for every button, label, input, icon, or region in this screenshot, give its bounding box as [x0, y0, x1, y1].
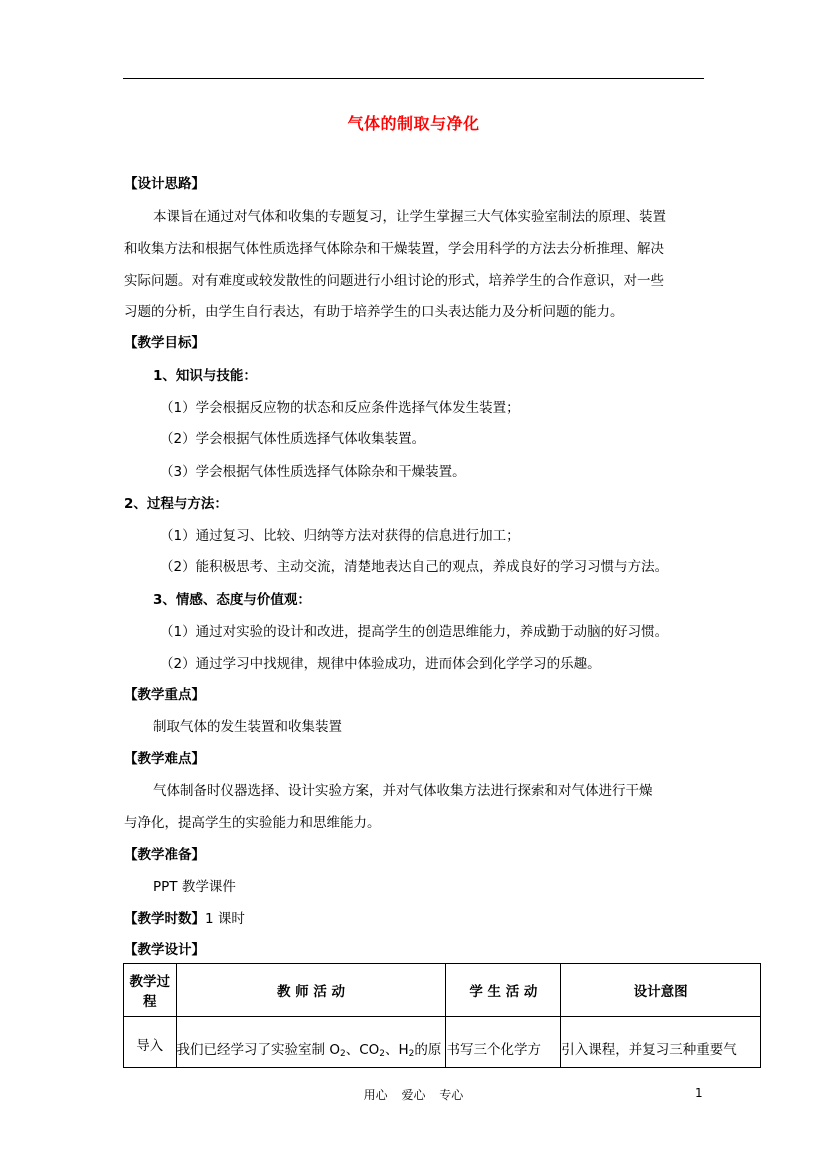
- cell-stage: 导入: [124, 1017, 177, 1068]
- goals-knowledge-heading: 1、知识与技能：: [153, 368, 257, 384]
- key-points-text: 制取气体的发生装置和收集装置: [153, 719, 342, 735]
- document-title: 气体的制取与净化: [347, 114, 480, 133]
- section-heading-duration: 【教学时数】: [124, 911, 205, 927]
- h2-subscript: 2: [408, 1048, 415, 1059]
- goals-knowledge-item-2: （2）学会根据气体性质选择气体收集装置。: [160, 431, 426, 447]
- goals-knowledge-item-3: （3）学会根据气体性质选择气体除杂和干燥装置。: [160, 464, 466, 480]
- header-teacher-activity: 教 师 活 动: [176, 964, 446, 1017]
- table-row: [124, 1017, 761, 1068]
- design-idea-line-3: 实际问题。对有难度或较发散性的问题进行小组讨论的形式，培养学生的合作意识，对一些: [124, 273, 664, 289]
- section-heading-difficulties: 【教学难点】: [124, 751, 205, 767]
- duration-line: [124, 909, 245, 929]
- o2-subscript: 2: [339, 1048, 346, 1059]
- footer-motto: 用心 爱心 专心: [363, 1088, 464, 1102]
- section-heading-key-points: 【教学重点】: [124, 687, 205, 703]
- goals-process-heading: 2、过程与方法：: [124, 496, 228, 512]
- difficulties-line-1: 气体制备时仪器选择、设计实验方案，并对气体收集方法进行探索和对气体进行干燥: [153, 783, 653, 799]
- cell-teacher-activity: [176, 1017, 446, 1068]
- cell-design-intent: 引入课程，并复习三种重要气: [561, 1017, 761, 1068]
- goals-emotion-heading: 3、情感、态度与价值观：: [153, 592, 311, 608]
- section-heading-design-idea: 【设计思路】: [124, 176, 205, 192]
- design-idea-line-1: 本课旨在通过对气体和收集的专题复习，让学生掌握三大气体实验室制法的原理、装置: [153, 209, 666, 225]
- header-design-intent: 设计意图: [561, 964, 761, 1017]
- header-student-activity: 学 生 活 动: [446, 964, 561, 1017]
- header-rule: [123, 78, 704, 79]
- header-stage: 教学过程: [124, 964, 177, 1017]
- goals-emotion-item-2: （2）通过学习中找规律，规律中体验成功，进而体会到化学学习的乐趣。: [160, 656, 601, 672]
- page-number: 1: [695, 1086, 703, 1100]
- table-header-row: [124, 964, 761, 1017]
- duration-text: 1 课时: [205, 911, 245, 927]
- teacher-text-sep2: 、H: [385, 1041, 409, 1058]
- design-idea-line-2: 和收集方法和根据气体性质选择气体除杂和干燥装置，学会用科学的方法去分析推理、解决: [124, 241, 664, 257]
- cell-student-activity: 书写三个化学方: [446, 1017, 561, 1068]
- teacher-text-suffix: 的原: [414, 1041, 442, 1058]
- teaching-design-table: [123, 963, 761, 1068]
- preparation-text: PPT 教学课件: [153, 879, 236, 895]
- teacher-text-prefix: 我们已经学习了实验室制 O: [176, 1041, 340, 1058]
- section-heading-design: 【教学设计】: [124, 942, 205, 958]
- teacher-text-sep1: 、CO: [345, 1041, 380, 1058]
- difficulties-line-2: 与净化，提高学生的实验能力和思维能力。: [124, 815, 381, 831]
- goals-emotion-item-1: （1）通过对实验的设计和改进，提高学生的创造思维能力，养成勤于动脑的好习惯。: [160, 624, 669, 640]
- goals-process-item-2: （2）能积极思考、主动交流，清楚地表达自己的观点，养成良好的学习习惯与方法。: [160, 559, 669, 575]
- design-idea-line-4: 习题的分析，由学生自行表达，有助于培养学生的口头表达能力及分析问题的能力。: [124, 304, 624, 320]
- co2-subscript: 2: [379, 1048, 385, 1059]
- goals-knowledge-item-1: （1）学会根据反应物的状态和反应条件选择气体发生装置；: [160, 400, 520, 416]
- section-heading-goals: 【教学目标】: [124, 335, 205, 351]
- goals-process-item-1: （1）通过复习、比较、归纳等方法对获得的信息进行加工；: [160, 528, 520, 544]
- section-heading-preparation: 【教学准备】: [124, 847, 205, 863]
